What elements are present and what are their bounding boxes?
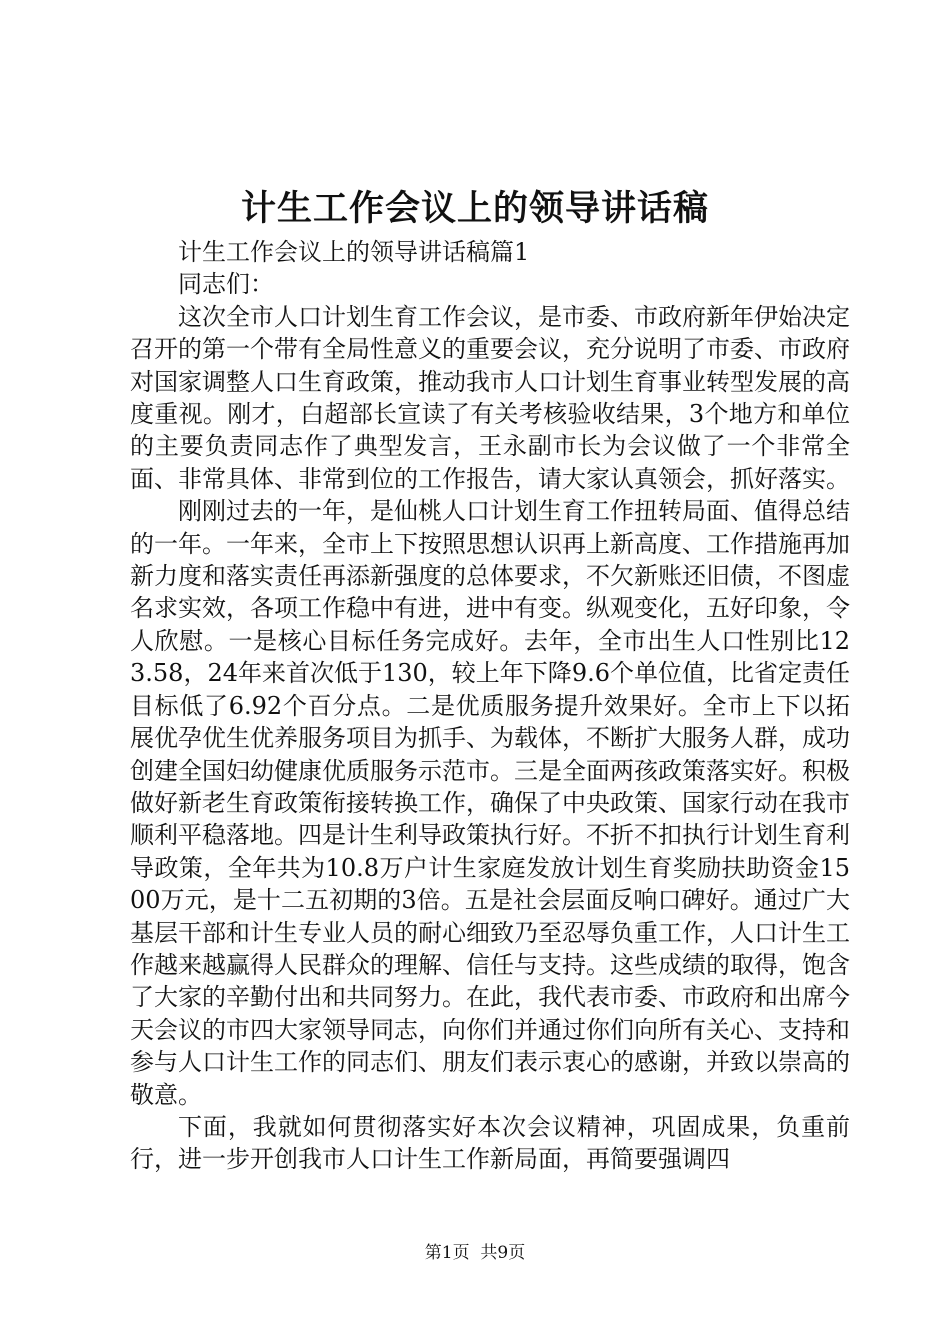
document-title: 计生工作会议上的领导讲话稿 [240, 188, 709, 229]
section-heading: 计生工作会议上的领导讲话稿篇1 [178, 238, 530, 266]
paragraph-2: 刚刚过去的一年，是仙桃人口计划生育工作扭转局面、值得总结的一年。一年来，全市上下按照思想认识再上新高度、工作措施再加新力度和落实责任再添新强度的总体要求，不欠新账还旧债，不图虚名求实效，各项工作稳中有进，进中有变。纵观变化，五好印象，令人欣慰。一是核心目标任务完成好。去年，全市出生人口性别比123.58，24年来首次低于130，较上年下降9.6个单位值，比省定责任目标低了6.92个百分点。二是优质服务提升效果好。全市上下以拓展优孕优生优养服务项目为抓手、为载体，不断扩大服务人群，成功创建全国妇幼健康优质服务示范市。三是全面两孩政策落实好。积极做好新老生育政策衔接转换工作，确保了中央政策、国家行动在我市顺利平稳落地。四是计生利导政策执行好。不折不扣执行计划生育利导政策，全年共为10.8万户计生家庭发放计划生育奖励扶助资金1500万元，是十二五初期的3倍。五是社会层面反响口碑好。通过广大基层干部和计生专业人员的耐心细致乃至忍辱负重工作，人口计生工作越来越赢得人民群众的理解、信任与支持。这些成绩的取得，饱含了大家的辛勤付出和共同努力。在此，我代表市委、市政府和出席今天会议的市四大家领导同志，向你们并通过你们向所有关心、支持和参与人口计生工作的同志们、朋友们表示衷心的感谢，并致以崇高的敬意。 [130, 497, 850, 1109]
salutation: 同志们： [178, 270, 274, 299]
page-footer [0, 1242, 950, 1264]
page-number: 第1页 共9页 [424, 1243, 526, 1263]
document-body [130, 236, 850, 1176]
paragraph-3: 下面，我就如何贯彻落实好本次会议精神，巩固成果，负重前行，进一步开创我市人口计生工作新局面，再简要强调四 [130, 1112, 850, 1174]
paragraph-1: 这次全市人口计划生育工作会议，是市委、市政府新年伊始决定召开的第一个带有全局性意义的重要会议，充分说明了市委、市政府对国家调整人口生育政策，推动我市人口计划生育事业转型发展的高度重视。刚才，白超部长宣读了有关考核验收结果，3个地方和单位的主要负责同志作了典型发言，王永副市长为会议做了一个非常全面、非常具体、非常到位的工作报告，请大家认真领会，抓好落实。 [130, 302, 850, 493]
